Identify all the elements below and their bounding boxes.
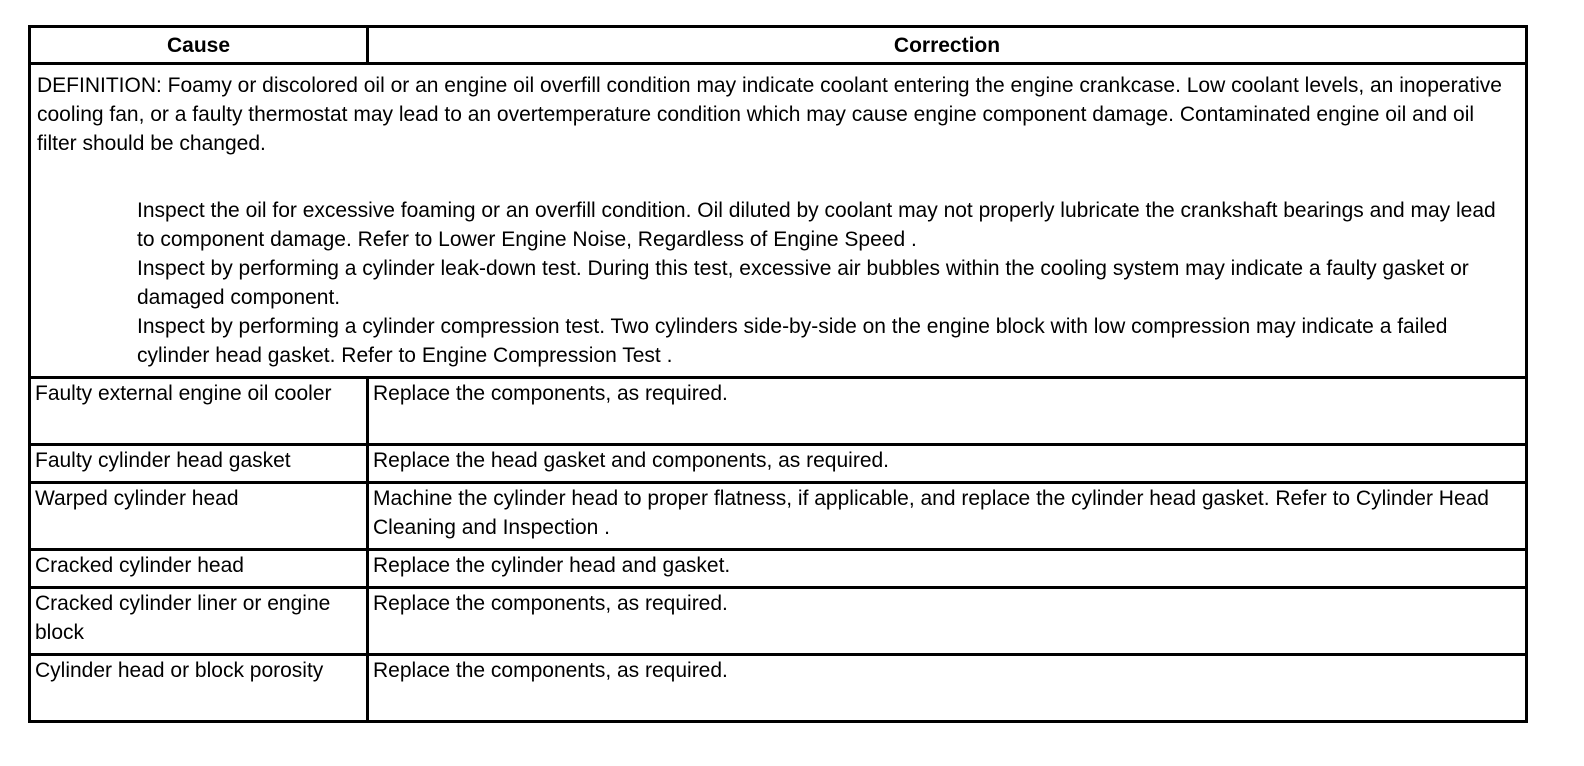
table-row bbox=[30, 550, 1527, 588]
correction-header: Correction bbox=[368, 27, 1527, 64]
definition-text: DEFINITION: Foamy or discolored oil or an engine oil overfill condition may indicate coolant entering the engine crankcase. Low coolant levels, an inoperative cooling fan, or a faulty thermostat may lead to an overtemperature condition which may cause engine component damage. Contaminated engine oil and oil filter should be changed. bbox=[37, 74, 1502, 155]
definition-cell bbox=[30, 64, 1527, 378]
cause-cell: Faulty cylinder head gasket bbox=[30, 445, 368, 483]
cause-cell: Cracked cylinder head bbox=[30, 550, 368, 588]
correction-cell: Replace the components, as required. bbox=[368, 378, 1527, 445]
table-row bbox=[30, 378, 1527, 445]
inspection-steps bbox=[37, 196, 1519, 370]
cause-cell: Faulty external engine oil cooler bbox=[30, 378, 368, 445]
table-row bbox=[30, 588, 1527, 655]
correction-cell: Machine the cylinder head to proper flatness, if applicable, and replace the cylinder head gasket. Refer to Cylinder Head Cleaning and Inspection . bbox=[368, 483, 1527, 550]
cause-cell: Warped cylinder head bbox=[30, 483, 368, 550]
table-row bbox=[30, 483, 1527, 550]
correction-cell: Replace the components, as required. bbox=[368, 655, 1527, 722]
cause-cell: Cylinder head or block porosity bbox=[30, 655, 368, 722]
correction-cell: Replace the components, as required. bbox=[368, 588, 1527, 655]
cause-header: Cause bbox=[30, 27, 368, 64]
correction-cell: Replace the head gasket and components, as required. bbox=[368, 445, 1527, 483]
step-leak-down-test: Inspect by performing a cylinder leak-down test. During this test, excessive air bubbles within the cooling system may indicate a faulty gasket or damaged component. bbox=[137, 257, 1469, 309]
table-row bbox=[30, 655, 1527, 722]
diagnosis-table bbox=[28, 25, 1528, 723]
definition-row bbox=[30, 64, 1527, 378]
step-oil-foaming: Inspect the oil for excessive foaming or an overfill condition. Oil diluted by coolant may not properly lubricate the crankshaft bearings and may lead to component damage. Refer to Lower Engine Noise, Regardless of Engine Speed . bbox=[137, 199, 1496, 251]
cause-cell: Cracked cylinder liner or engine block bbox=[30, 588, 368, 655]
table-row bbox=[30, 445, 1527, 483]
correction-cell: Replace the cylinder head and gasket. bbox=[368, 550, 1527, 588]
header-row bbox=[30, 27, 1527, 64]
step-compression-test: Inspect by performing a cylinder compression test. Two cylinders side-by-side on the engine block with low compression may indicate a failed cylinder head gasket. Refer to Engine Compression Test . bbox=[137, 315, 1448, 367]
